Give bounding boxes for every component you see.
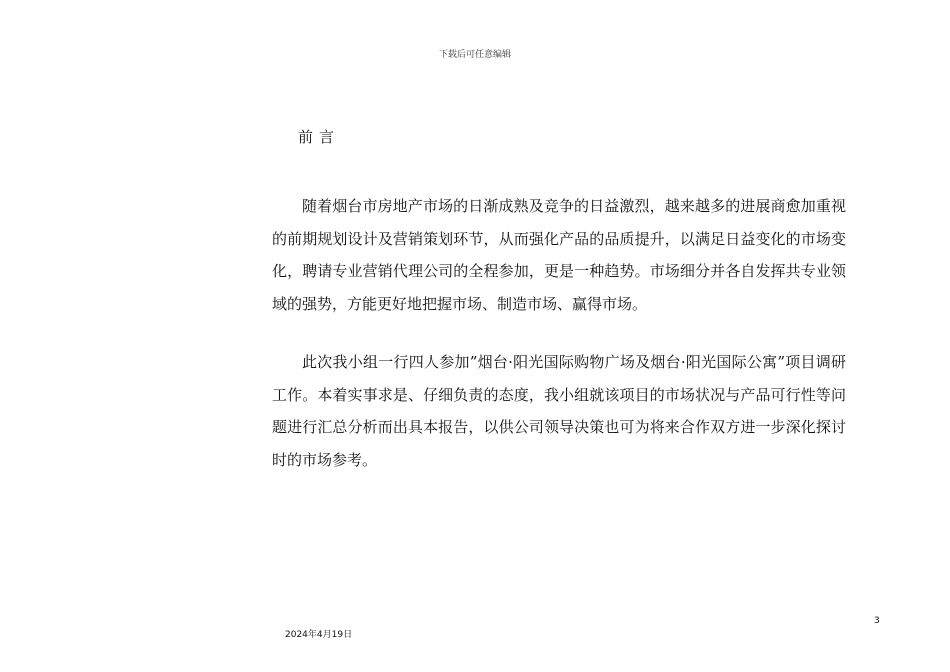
footer-date: 2024年4月19日 — [285, 630, 353, 640]
paragraph-intro: 随着烟台市房地产市场的日渐成熟及竞争的日益激烈，越来越多的进展商愈加重视的前期规划设计及营销策划环节，从而强化产品的品质提升，以满足日益变化的市场变化，聘请专业营销代理公司的全程参加，更是一种趋势。市场细分并各自发挥共专业领域的强势，方能更好地把握市场、制造市场、赢得市场。 — [272, 197, 846, 313]
page-number: 3 — [874, 616, 880, 626]
paragraph-survey: 此次我小组一行四人参加”烟台·阳光国际购物广场及烟台·阳光国际公寓”项目调研工作。本着实事求是、仔细负责的态度，我小组就该项目的市场状况与产品可行性等问题进行汇总分析而出具本报告，以供公司领导决策也可为将来合作双方进一步深化探讨时的市场参考。 — [272, 353, 846, 469]
section-title: 前言 — [298, 128, 341, 146]
page-header: 下载后可任意编辑 — [438, 50, 511, 60]
